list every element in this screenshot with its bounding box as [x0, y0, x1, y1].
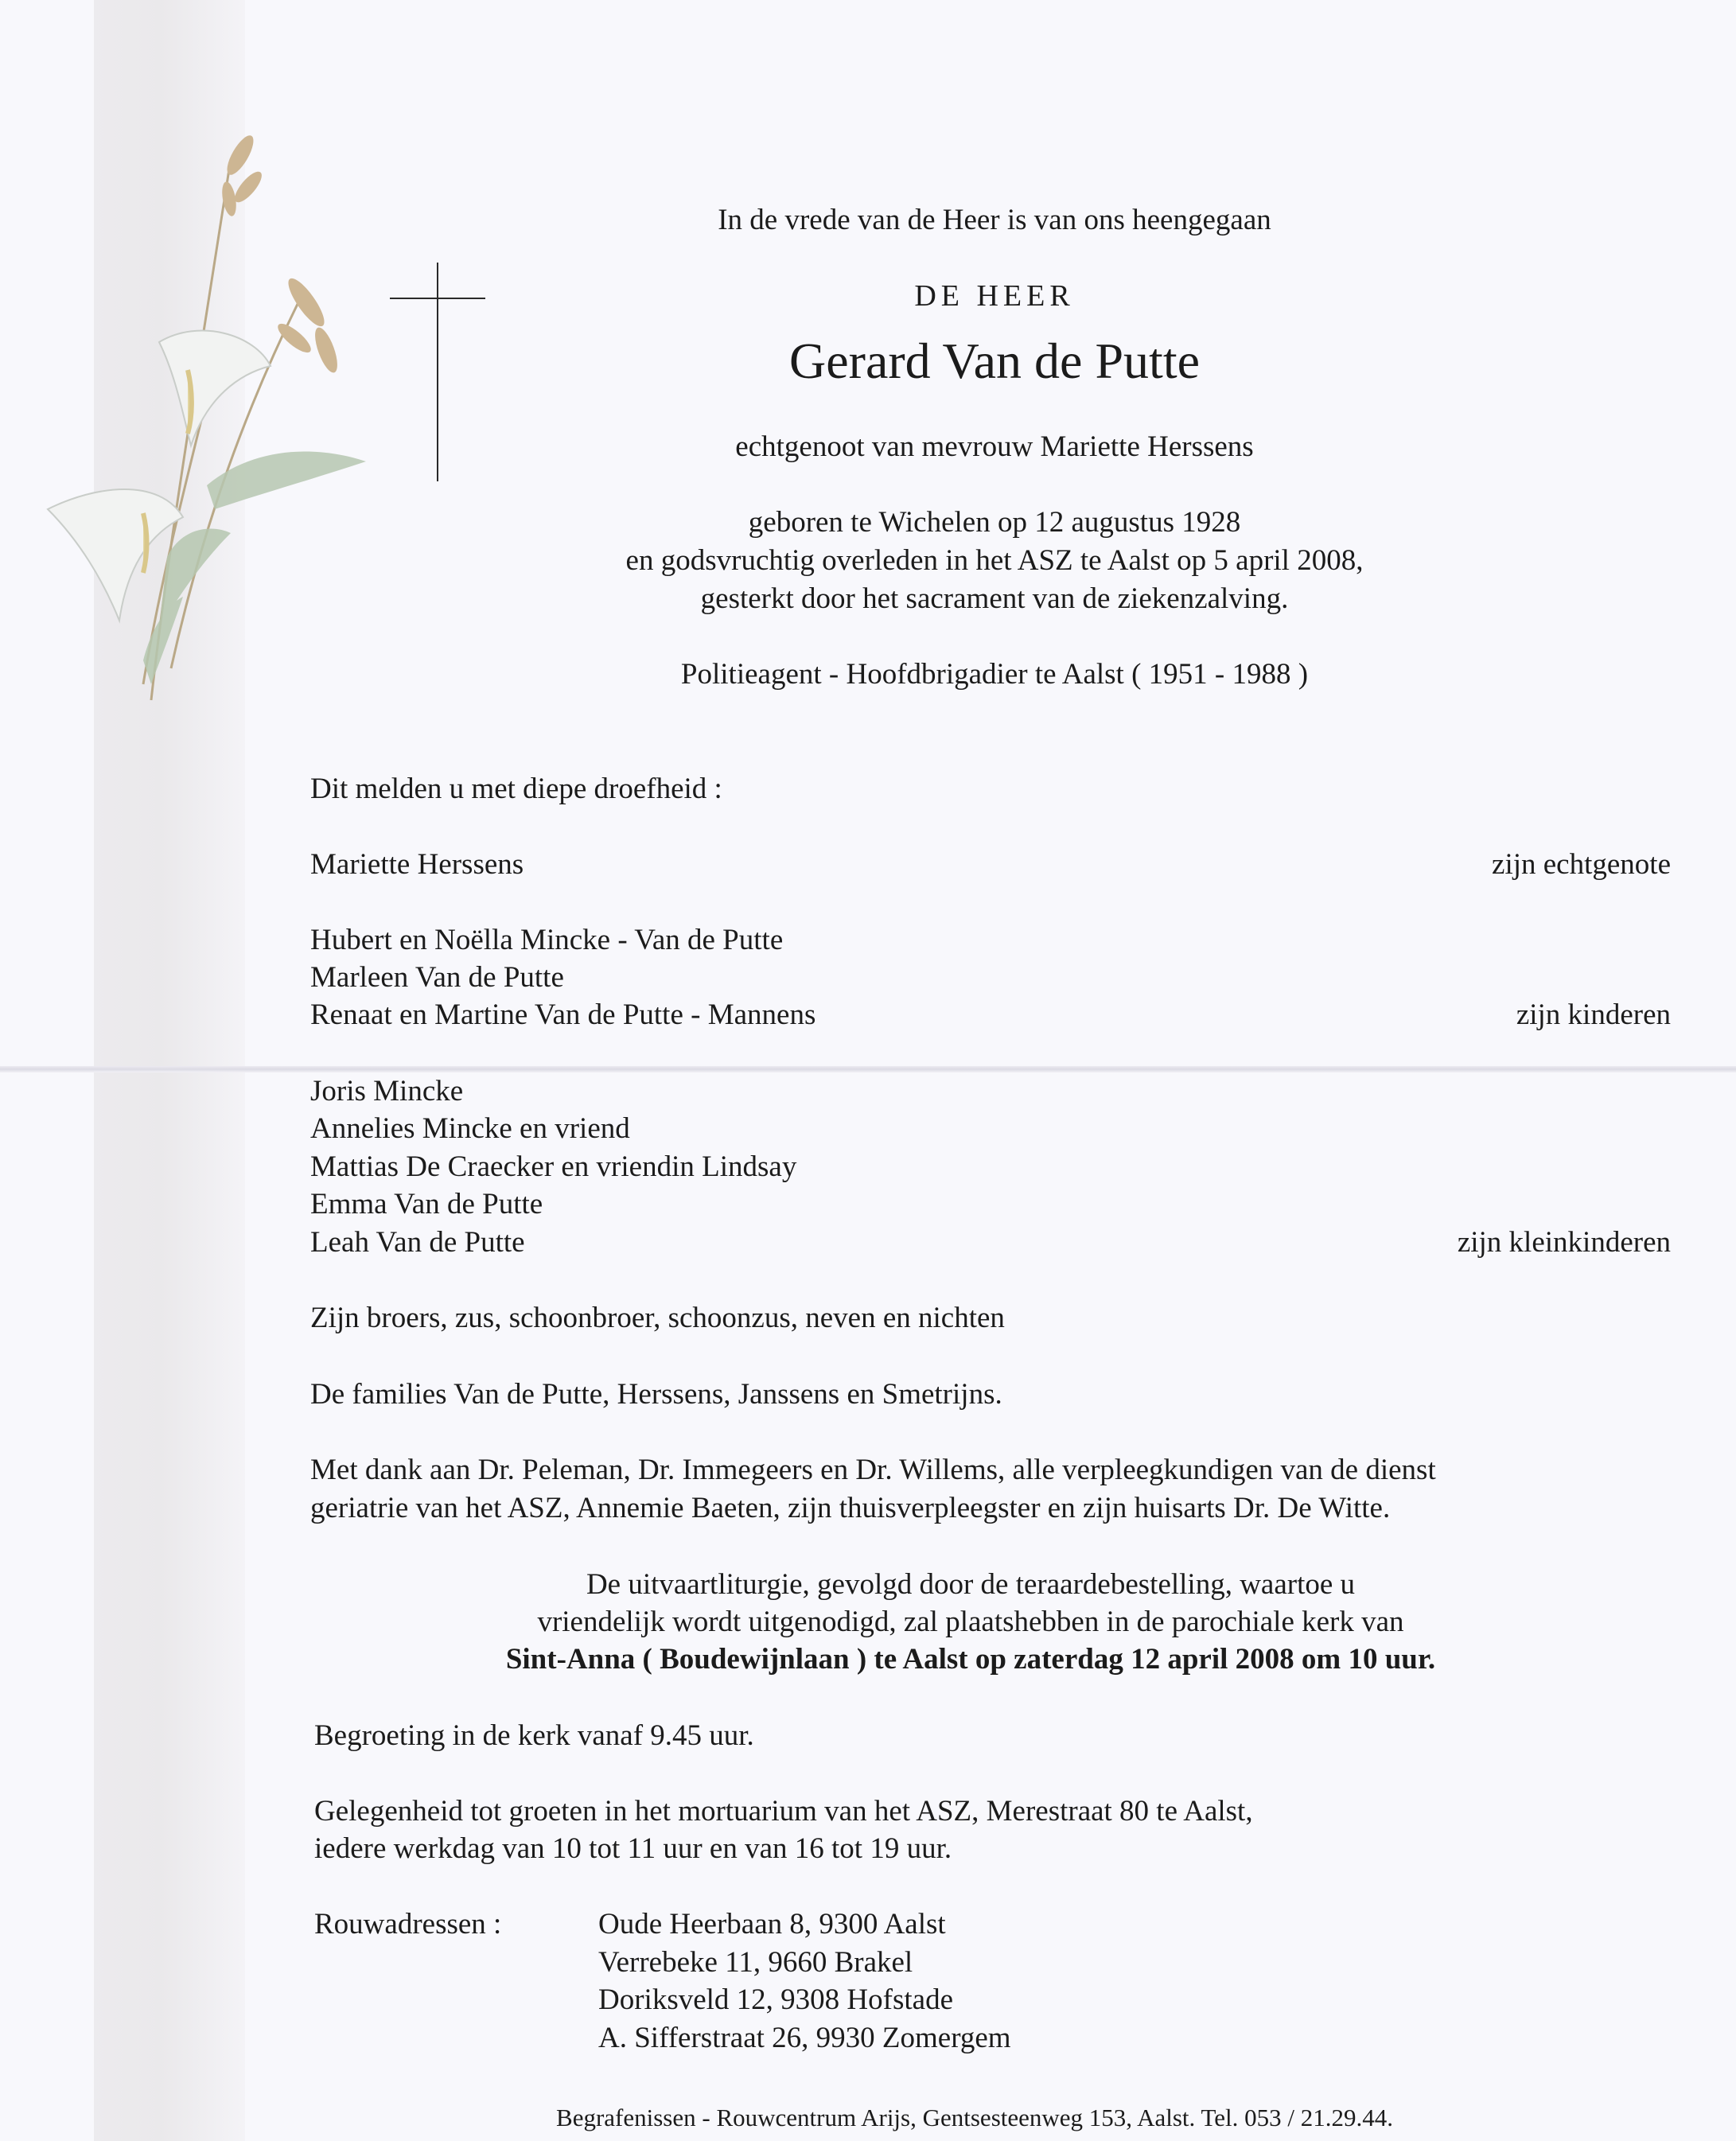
spouse-name: Mariette Herssens [310, 848, 524, 881]
grandchild-name: Leah Van de Putte [310, 1226, 525, 1259]
announcement: Dit melden u met diepe droefheid : [310, 773, 722, 805]
funeral-home-footer: Begrafenissen - Rouwcentrum Arijs, Gentsesteenweg 153, Aalst. Tel. 053 / 21.29.44. [556, 2104, 1393, 2131]
child-name: Renaat en Martine Van de Putte - Mannens [310, 998, 816, 1031]
intro-line: In de vrede van de Heer is van ons heengegaan [718, 204, 1271, 236]
address-item: Verrebeke 11, 9660 Brakel [598, 1946, 913, 1979]
thanks-line: geriatrie van het ASZ, Annemie Baeten, zijn thuisverpleegster en zijn huisarts Dr. De Witte. [310, 1492, 1391, 1524]
child-name: Hubert en Noëlla Mincke - Van de Putte [310, 924, 784, 956]
thanks-line: Met dank aan Dr. Peleman, Dr. Immegeers en Dr. Willems, alle verpleegkundigen van de dienst [310, 1454, 1436, 1486]
sacrament-line: gesterkt door het sacrament van de ziekenzalving. [700, 582, 1289, 615]
birth-line: geboren te Wichelen op 12 augustus 1928 [748, 506, 1241, 539]
grandchild-name: Joris Mincke [310, 1075, 464, 1107]
greeting-line: Begroeting in de kerk vanaf 9.45 uur. [314, 1719, 754, 1752]
calla-lily-illustration [32, 111, 366, 732]
funeral-location: Sint-Anna ( Boudewijnlaan ) te Aalst op zaterdag 12 april 2008 om 10 uur. [505, 1643, 1436, 1676]
funeral-line: vriendelijk wordt uitgenodigd, zal plaatshebben in de parochiale kerk van [537, 1606, 1404, 1638]
address-item: Oude Heerbaan 8, 9300 Aalst [598, 1908, 946, 1941]
cross-icon [390, 263, 485, 481]
child-name: Marleen Van de Putte [310, 961, 564, 994]
funeral-line: De uitvaartliturgie, gevolgd door de teraardebestelling, waartoe u [586, 1568, 1356, 1601]
addresses-label: Rouwadressen : [314, 1908, 502, 1941]
relation-spouse: zijn echtgenote [1492, 848, 1671, 881]
spouse-line: echtgenoot van mevrouw Mariette Herssens [735, 430, 1254, 463]
visit-line: Gelegenheid tot groeten in het mortuarium van het ASZ, Merestraat 80 te Aalst, [314, 1795, 1253, 1828]
address-item: A. Sifferstraat 26, 9930 Zomergem [598, 2022, 1011, 2054]
families-line: De families Van de Putte, Herssens, Janssens en Smetrijns. [310, 1378, 1002, 1411]
title-de-heer: DE HEER [914, 279, 1075, 313]
relation-children: zijn kinderen [1516, 998, 1671, 1031]
grandchild-name: Mattias De Craecker en vriendin Lindsay [310, 1150, 797, 1183]
death-line: en godsvruchtig overleden in het ASZ te Aalst op 5 april 2008, [625, 544, 1364, 577]
visit-line: iedere werkdag van 10 tot 11 uur en van 16 tot 19 uur. [314, 1832, 952, 1865]
siblings-line: Zijn broers, zus, schoonbroer, schoonzus, neven en nichten [310, 1302, 1005, 1334]
career-line: Politieagent - Hoofdbrigadier te Aalst ( 1951 - 1988 ) [680, 658, 1309, 691]
grandchild-name: Emma Van de Putte [310, 1188, 543, 1220]
fold-line [0, 1066, 1736, 1072]
relation-grandchildren: zijn kleinkinderen [1457, 1226, 1671, 1259]
grandchild-name: Annelies Mincke en vriend [310, 1112, 630, 1145]
deceased-name: Gerard Van de Putte [789, 333, 1200, 389]
address-item: Doriksveld 12, 9308 Hofstade [598, 1983, 953, 2016]
